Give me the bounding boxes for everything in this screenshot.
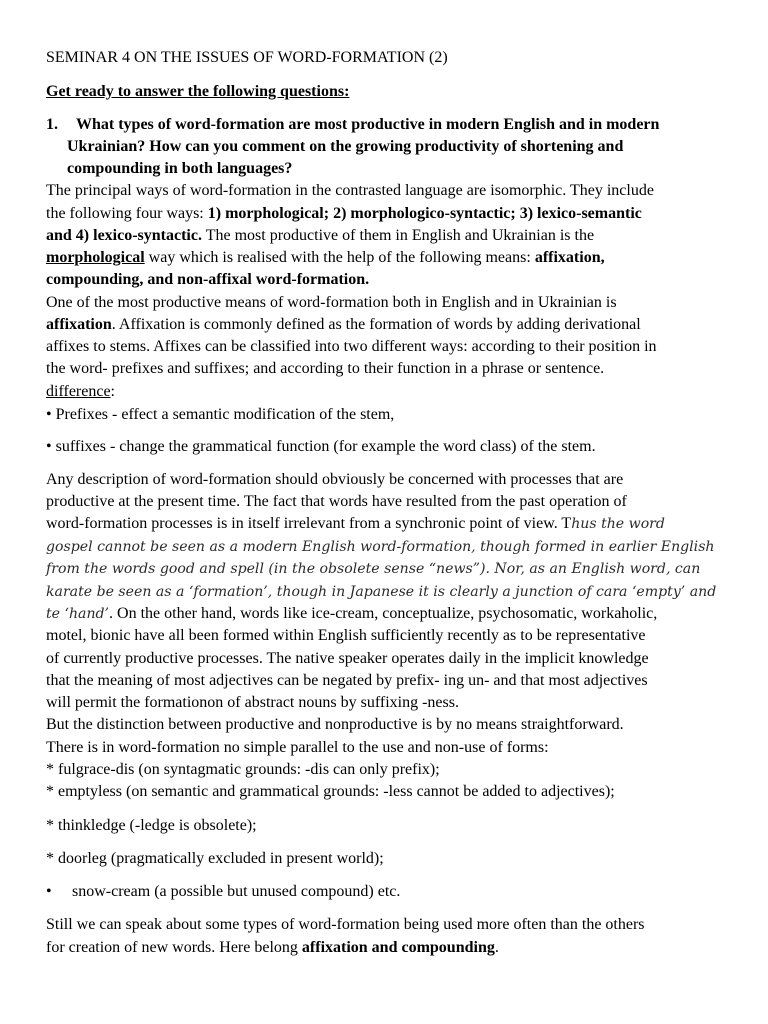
paragraph-line: gospel cannot be seen as a modern English word-formation, though formed in earlier English	[46, 539, 715, 555]
paragraph-line: affixation. Affixation is commonly defined as the formation of words by adding derivational	[46, 316, 641, 333]
paragraph-line: affixes to stems. Affixes can be classified into two different ways: according to their position in	[46, 338, 657, 355]
paragraph-line: that the meaning of most adjectives can be negated by prefix- ing un- and that most adjectives	[46, 672, 648, 689]
paragraph-line: motel, bionic have all been formed within English sufficiently recently as to be representative	[46, 627, 646, 644]
paragraph-line: the following four ways: 1) morphological; 2) morphologico-syntactic; 3) lexico-semantic	[46, 205, 642, 222]
example-item: * doorleg (pragmatically excluded in present world);	[46, 850, 384, 867]
question-line-1: What types of word-formation are most productive in modern English and in modern	[76, 116, 660, 133]
example-item: snow-cream (a possible but unused compound) etc.	[72, 883, 401, 900]
document-title: SEMINAR 4 ON THE ISSUES OF WORD-FORMATION (2)	[46, 49, 448, 66]
example-item: * fulgrace-dis (on syntagmatic grounds: -dis can only prefix);	[46, 761, 440, 778]
paragraph-line: from the words good and spell (in the obsolete sense “news”). Nor, as an English word, can	[46, 561, 701, 577]
paragraph-line: compounding, and non-affixal word-formation.	[46, 271, 370, 288]
example-item: * thinkledge (-ledge is obsolete);	[46, 817, 257, 834]
paragraph-line: word-formation processes is in itself irrelevant from a synchronic point of view. Thus the word	[46, 515, 665, 532]
paragraph-line: te ‘hand’. On the other hand, words like ice-cream, conceptualize, psychosomatic, workaholic,	[46, 605, 658, 622]
paragraph-line: the word- prefixes and suffixes; and according to their function in a phrase or sentence.	[46, 360, 605, 377]
example-bullet: •	[46, 883, 52, 900]
paragraph-line: Any description of word-formation should obviously be concerned with processes that are	[46, 471, 624, 488]
bullet-item: • suffixes - change the grammatical function (for example the word class) of the stem.	[46, 438, 596, 455]
example-item: * emptyless (on semantic and grammatical grounds: -less cannot be added to adjectives);	[46, 783, 615, 800]
paragraph-line: Still we can speak about some types of word-formation being used more often than the others	[46, 916, 645, 933]
paragraph-line: will permit the formationon of abstract nouns by suffixing -ness.	[46, 694, 459, 711]
paragraph-line: morphological way which is realised with the help of the following means: affixation,	[46, 249, 605, 266]
questions-heading: Get ready to answer the following questions:	[46, 83, 350, 100]
paragraph-line: There is in word-formation no simple parallel to the use and non-use of forms:	[46, 739, 549, 756]
question-line-3: compounding in both languages?	[67, 160, 293, 177]
paragraph-line: One of the most productive means of word-formation both in English and in Ukrainian is	[46, 294, 617, 311]
paragraph-line: of currently productive processes. The native speaker operates daily in the implicit knowledge	[46, 650, 649, 667]
question-number: 1.	[46, 116, 58, 133]
paragraph-line: karate be seen as a ‘formation’, though in Japanese it is clearly a junction of cara ‘empty’ and	[46, 584, 717, 600]
paragraph-line: for creation of new words. Here belong affixation and compounding.	[46, 939, 499, 956]
question-line-2: Ukrainian? How can you comment on the growing productivity of shortening and	[67, 138, 624, 155]
bullet-item: • Prefixes - effect a semantic modification of the stem,	[46, 406, 395, 423]
paragraph-line: productive at the present time. The fact that words have resulted from the past operation of	[46, 493, 627, 510]
paragraph-line: But the distinction between productive and nonproductive is by no means straightforward.	[46, 716, 624, 733]
paragraph-line: and 4) lexico-syntactic. The most productive of them in English and Ukrainian is the	[46, 227, 595, 244]
paragraph-line: The principal ways of word-formation in the contrasted language are isomorphic. They include	[46, 182, 654, 199]
paragraph-line: difference:	[46, 383, 115, 400]
